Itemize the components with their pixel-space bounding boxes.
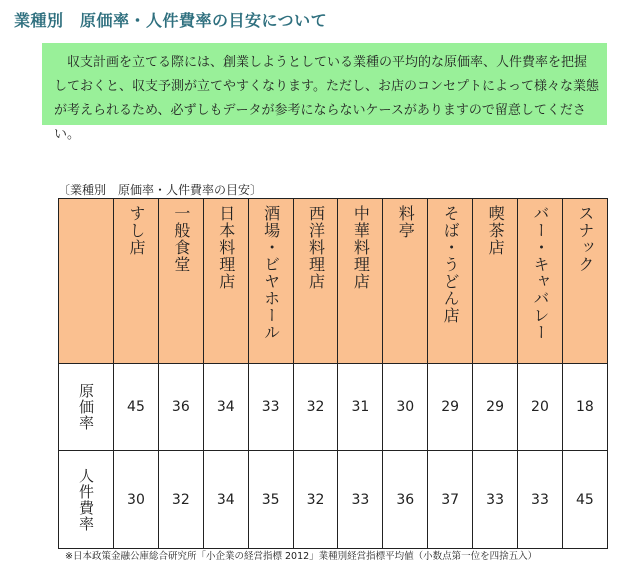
header-row [59,199,608,364]
table-cell: 30 [114,451,159,549]
table-cell: 45 [114,364,159,451]
table-cell: 35 [248,451,293,549]
column-header: すし店 [114,199,159,364]
table-cell: 34 [203,451,248,549]
table-cell: 33 [248,364,293,451]
table-caption: 〔業種別 原価率・人件費率の目安〕 [58,183,263,197]
footnote: ※日本政策金融公庫総合研究所「小企業の経営指標 2012」業種別経営指標平均値（小数点第一位を四捨五入） [65,551,538,562]
column-header: 喫茶店 [473,199,518,364]
table-cell: 33 [338,451,383,549]
table-cell: 33 [473,451,518,549]
table-cell: 36 [158,364,203,451]
table-cell: 34 [203,364,248,451]
column-header: 料亭 [383,199,428,364]
table-cell: 20 [518,364,563,451]
table-cell: 32 [158,451,203,549]
column-header: 一般食堂 [158,199,203,364]
table-row [59,451,608,549]
corner-cell [59,199,114,364]
ratio-table [58,198,608,549]
table-cell: 32 [293,451,338,549]
table-cell: 45 [562,451,607,549]
page-title: 業種別 原価率・人件費率の目安について [14,11,328,30]
table-cell: 29 [428,364,473,451]
intro-text: 収支計画を立てる際には、創業しようとしている業種の平均的な原価率、人件費率を把握しておくと、収支予測が立てやすくなります。ただし、お店のコンセプトによって様々な業態が考えられるため、必ずしもデータが参考にならないケースがありますので留意してください。 [42,43,607,125]
table-cell: 37 [428,451,473,549]
table-cell: 29 [473,364,518,451]
table-cell: 33 [518,451,563,549]
column-header: そば・うどん店 [428,199,473,364]
table-cell: 18 [562,364,607,451]
column-header: 日本料理店 [203,199,248,364]
column-header: 西洋料理店 [293,199,338,364]
table-row [59,364,608,451]
column-header: スナック [562,199,607,364]
column-header: バー・キャバレー [518,199,563,364]
table-cell: 30 [383,364,428,451]
table-cell: 36 [383,451,428,549]
table-cell: 32 [293,364,338,451]
row-label: 原価率 [59,364,114,451]
row-label: 人件費率 [59,451,114,549]
column-header: 中華料理店 [338,199,383,364]
column-header: 酒場・ビヤホール [248,199,293,364]
table-cell: 31 [338,364,383,451]
